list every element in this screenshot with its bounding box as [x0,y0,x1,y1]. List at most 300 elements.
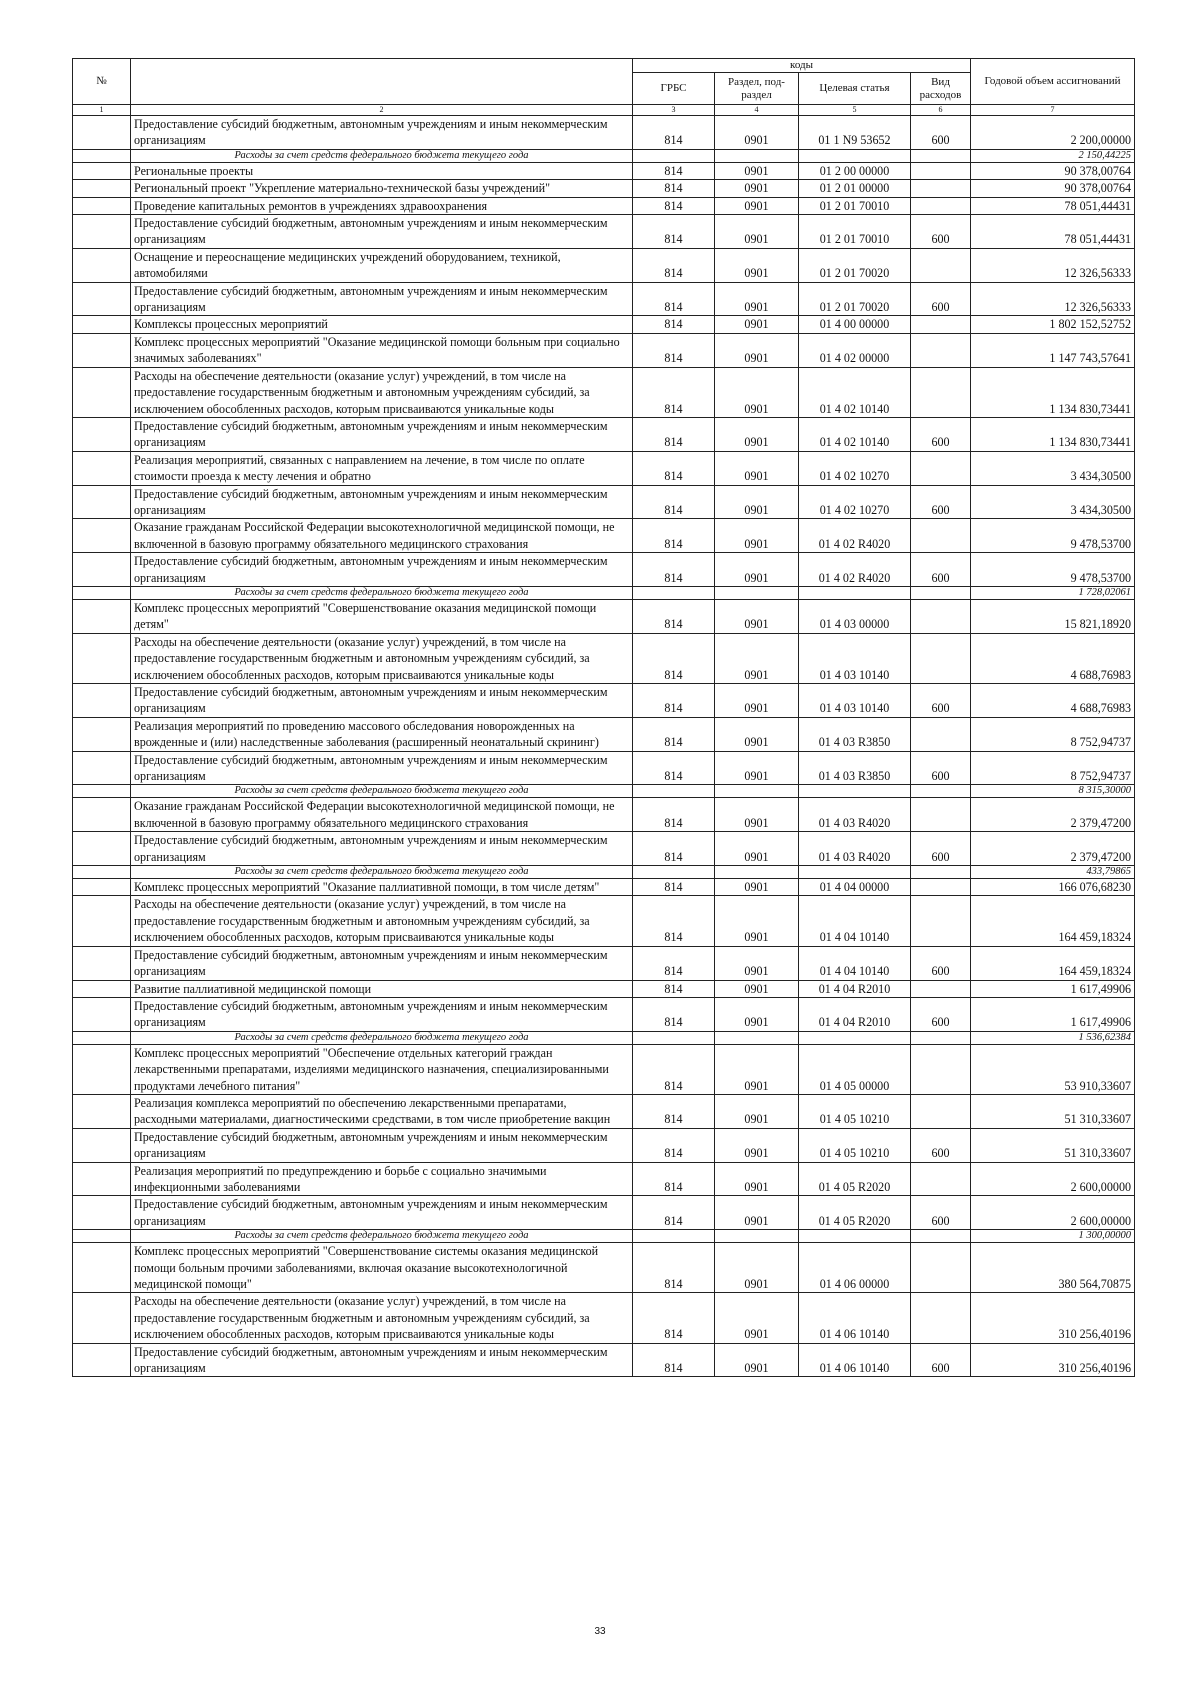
expense-type-cell [911,599,971,633]
item-name-cell: Комплекс процессных мероприятий "Оказание паллиативной помощи, в том числе детям" [131,879,633,896]
table-row [73,717,1135,751]
grbs-cell: 814 [633,980,715,997]
table-row [73,553,1135,587]
item-name-cell: Комплекс процессных мероприятий "Обеспечение отдельных категорий граждан лекарственными препаратами, изделиями медицинского назначения, специализированными продуктами лечебного питания" [131,1044,633,1094]
grbs-cell: 814 [633,282,715,316]
table-row [73,215,1135,249]
grbs-cell: 814 [633,1343,715,1377]
grbs-cell [633,1230,715,1243]
razdel-cell: 0901 [715,367,799,417]
federal-budget-row [73,785,1135,798]
table-row [73,162,1135,179]
num-cell [73,717,131,751]
table-row [73,197,1135,214]
annual-amount-cell: 1 134 830,73441 [971,367,1135,417]
num-cell [73,248,131,282]
target-article-cell: 01 4 04 00000 [799,879,911,896]
annual-amount-cell: 166 076,68230 [971,879,1135,896]
annual-amount-cell: 2 379,47200 [971,798,1135,832]
item-name-cell: Предоставление субсидий бюджетным, автономным учреждениям и иным некоммерческим организациям [131,997,633,1031]
num-cell [73,1230,131,1243]
annual-amount-cell: 51 310,33607 [971,1094,1135,1128]
item-name-cell: Расходы за счет средств федерального бюджета текущего года [131,149,633,162]
target-article-cell: 01 4 05 R2020 [799,1196,911,1230]
razdel-cell: 0901 [715,1162,799,1196]
target-article-cell: 01 2 01 70020 [799,248,911,282]
grbs-cell: 814 [633,879,715,896]
num-cell [73,1343,131,1377]
item-name-cell: Расходы за счет средств федерального бюджета текущего года [131,1031,633,1044]
annual-amount-cell: 2 600,00000 [971,1196,1135,1230]
grbs-cell: 814 [633,180,715,197]
table-row [73,633,1135,683]
item-name-cell: Комплексы процессных мероприятий [131,316,633,333]
target-article-cell: 01 4 04 10140 [799,946,911,980]
table-row [73,1094,1135,1128]
razdel-cell: 0901 [715,1293,799,1343]
annual-amount-cell: 78 051,44431 [971,197,1135,214]
num-cell [73,997,131,1031]
target-article-cell: 01 4 04 R2010 [799,997,911,1031]
target-article-cell: 01 2 01 70010 [799,197,911,214]
target-article-cell: 01 4 02 10140 [799,367,911,417]
razdel-cell: 0901 [715,997,799,1031]
table-row [73,879,1135,896]
annual-amount-cell: 8 752,94737 [971,717,1135,751]
item-name-cell: Предоставление субсидий бюджетным, автономным учреждениям и иным некоммерческим организациям [131,946,633,980]
table-row [73,1044,1135,1094]
grbs-cell: 814 [633,333,715,367]
table-row [73,367,1135,417]
annual-amount-cell: 9 478,53700 [971,553,1135,587]
razdel-cell [715,1031,799,1044]
item-name-cell: Предоставление субсидий бюджетным, автономным учреждениям и иным некоммерческим организациям [131,282,633,316]
razdel-cell: 0901 [715,1128,799,1162]
razdel-cell: 0901 [715,180,799,197]
num-cell [73,798,131,832]
expense-type-cell [911,1094,971,1128]
table-row [73,896,1135,946]
expense-type-cell: 600 [911,116,971,150]
expense-type-cell: 600 [911,946,971,980]
item-name-cell: Предоставление субсидий бюджетным, автономным учреждениям и иным некоммерческим организациям [131,1128,633,1162]
table-row [73,599,1135,633]
razdel-cell [715,1230,799,1243]
num-cell [73,451,131,485]
razdel-cell: 0901 [715,1094,799,1128]
grbs-cell: 814 [633,1128,715,1162]
annual-amount-cell: 12 326,56333 [971,282,1135,316]
annual-amount-cell: 12 326,56333 [971,248,1135,282]
num-cell [73,333,131,367]
item-name-cell: Комплекс процессных мероприятий "Совершенствование системы оказания медицинской помощи больным прочими заболеваниями, включая оказание высокотехнологичной медицинской помощи" [131,1243,633,1293]
razdel-cell: 0901 [715,215,799,249]
num-cell [73,879,131,896]
razdel-cell: 0901 [715,684,799,718]
federal-budget-row [73,866,1135,879]
item-name-cell: Расходы за счет средств федерального бюджета текущего года [131,866,633,879]
table-row [73,832,1135,866]
annual-amount-cell: 1 134 830,73441 [971,417,1135,451]
header-name [131,59,633,105]
num-cell [73,1162,131,1196]
target-article-cell: 01 4 02 R4020 [799,553,911,587]
item-name-cell: Предоставление субсидий бюджетным, автономным учреждениям и иным некоммерческим организациям [131,215,633,249]
target-article-cell: 01 4 03 R4020 [799,832,911,866]
header-tsel: Целевая статья [799,73,911,105]
target-article-cell [799,586,911,599]
target-article-cell: 01 4 00 00000 [799,316,911,333]
target-article-cell: 01 4 05 10210 [799,1094,911,1128]
razdel-cell: 0901 [715,798,799,832]
grbs-cell: 814 [633,451,715,485]
item-name-cell: Предоставление субсидий бюджетным, автономным учреждениям и иным некоммерческим организациям [131,1196,633,1230]
header-codes: коды [633,59,971,73]
annual-amount-cell: 90 378,00764 [971,162,1135,179]
annual-amount-cell: 164 459,18324 [971,896,1135,946]
table-row [73,997,1135,1031]
num-cell [73,417,131,451]
expense-type-cell [911,197,971,214]
header-grbs: ГРБС [633,73,715,105]
item-name-cell: Проведение капитальных ремонтов в учреждениях здравоохранения [131,197,633,214]
num-cell [73,1128,131,1162]
grbs-cell: 814 [633,997,715,1031]
annual-amount-cell: 4 688,76983 [971,633,1135,683]
annual-amount-cell: 9 478,53700 [971,519,1135,553]
expense-type-cell: 600 [911,1196,971,1230]
razdel-cell: 0901 [715,1343,799,1377]
target-article-cell: 01 4 02 R4020 [799,519,911,553]
item-name-cell: Предоставление субсидий бюджетным, автономным учреждениям и иным некоммерческим организациям [131,751,633,785]
col-number: 5 [799,105,911,116]
num-cell [73,180,131,197]
expense-type-cell [911,248,971,282]
num-cell [73,1094,131,1128]
num-cell [73,586,131,599]
expense-type-cell [911,980,971,997]
num-cell [73,866,131,879]
table-row [73,751,1135,785]
expense-type-cell [911,586,971,599]
expense-type-cell [911,896,971,946]
grbs-cell: 814 [633,1094,715,1128]
num-cell [73,149,131,162]
grbs-cell: 814 [633,1196,715,1230]
target-article-cell: 01 4 05 00000 [799,1044,911,1094]
target-article-cell: 01 4 06 00000 [799,1243,911,1293]
col-number: 7 [971,105,1135,116]
federal-budget-row [73,1031,1135,1044]
num-cell [73,197,131,214]
col-number: 4 [715,105,799,116]
header-num: № [73,59,131,105]
razdel-cell: 0901 [715,896,799,946]
num-cell [73,116,131,150]
expense-type-cell: 600 [911,1128,971,1162]
table-row [73,1196,1135,1230]
target-article-cell: 01 4 05 10210 [799,1128,911,1162]
num-cell [73,1031,131,1044]
expense-type-cell: 600 [911,832,971,866]
expense-type-cell [911,1230,971,1243]
item-name-cell: Комплекс процессных мероприятий "Совершенствование оказания медицинской помощи детям" [131,599,633,633]
grbs-cell: 814 [633,946,715,980]
grbs-cell: 814 [633,553,715,587]
expense-type-cell: 600 [911,553,971,587]
annual-amount-cell: 433,79865 [971,866,1135,879]
expense-type-cell [911,1243,971,1293]
item-name-cell: Предоставление субсидий бюджетным, автономным учреждениям и иным некоммерческим организациям [131,485,633,519]
item-name-cell: Расходы на обеспечение деятельности (оказание услуг) учреждений, в том числе на предоставление государственным бюджетным и автономным учреждениям субсидий, за исключением обособленных расходов, которым присваиваются уникальные коды [131,633,633,683]
annual-amount-cell: 3 434,30500 [971,451,1135,485]
grbs-cell: 814 [633,1162,715,1196]
expense-type-cell: 600 [911,215,971,249]
expense-type-cell [911,1162,971,1196]
item-name-cell: Предоставление субсидий бюджетным, автономным учреждениям и иным некоммерческим организациям [131,1343,633,1377]
target-article-cell: 01 4 06 10140 [799,1343,911,1377]
item-name-cell: Предоставление субсидий бюджетным, автономным учреждениям и иным некоммерческим организациям [131,553,633,587]
razdel-cell: 0901 [715,451,799,485]
annual-amount-cell: 310 256,40196 [971,1293,1135,1343]
table-body [73,116,1135,1377]
item-name-cell: Расходы за счет средств федерального бюджета текущего года [131,785,633,798]
annual-amount-cell: 3 434,30500 [971,485,1135,519]
table-row [73,282,1135,316]
col-number: 6 [911,105,971,116]
annual-amount-cell: 2 600,00000 [971,1162,1135,1196]
expense-type-cell: 600 [911,684,971,718]
target-article-cell: 01 4 04 R2010 [799,980,911,997]
item-name-cell: Региональный проект "Укрепление материально-технической базы учреждений" [131,180,633,197]
annual-amount-cell: 310 256,40196 [971,1343,1135,1377]
grbs-cell: 814 [633,832,715,866]
target-article-cell: 01 4 03 10140 [799,684,911,718]
grbs-cell: 814 [633,684,715,718]
target-article-cell: 01 4 05 R2020 [799,1162,911,1196]
expense-type-cell [911,367,971,417]
table-header [73,59,1135,116]
expense-type-cell [911,316,971,333]
razdel-cell: 0901 [715,717,799,751]
budget-table [72,58,1135,1377]
item-name-cell: Реализация комплекса мероприятий по обеспечению лекарственными препаратами, расходными материалами, диагностическими средствами, в том числе приобретение вакцин [131,1094,633,1128]
target-article-cell: 01 4 06 10140 [799,1293,911,1343]
item-name-cell: Развитие паллиативной медицинской помощи [131,980,633,997]
annual-amount-cell: 164 459,18324 [971,946,1135,980]
grbs-cell: 814 [633,751,715,785]
header-vid: Вид расходов [911,73,971,105]
expense-type-cell [911,1044,971,1094]
item-name-cell: Реализация мероприятий, связанных с направлением на лечение, в том числе по оплате стоимости проезда к месту лечения и обратно [131,451,633,485]
num-cell [73,519,131,553]
razdel-cell: 0901 [715,316,799,333]
target-article-cell: 01 4 02 10270 [799,485,911,519]
num-cell [73,832,131,866]
target-article-cell: 01 4 03 R3850 [799,717,911,751]
num-cell [73,1243,131,1293]
grbs-cell: 814 [633,215,715,249]
razdel-cell: 0901 [715,1044,799,1094]
table-row [73,684,1135,718]
num-cell [73,1293,131,1343]
target-article-cell [799,785,911,798]
num-cell [73,553,131,587]
grbs-cell: 814 [633,599,715,633]
table-row [73,1128,1135,1162]
num-cell [73,1044,131,1094]
razdel-cell: 0901 [715,519,799,553]
grbs-cell: 814 [633,197,715,214]
annual-amount-cell: 1 300,00000 [971,1230,1135,1243]
expense-type-cell: 600 [911,1343,971,1377]
razdel-cell: 0901 [715,751,799,785]
num-cell [73,485,131,519]
razdel-cell: 0901 [715,599,799,633]
grbs-cell: 814 [633,417,715,451]
annual-amount-cell: 2 379,47200 [971,832,1135,866]
razdel-cell: 0901 [715,832,799,866]
grbs-cell [633,586,715,599]
num-cell [73,633,131,683]
razdel-cell [715,149,799,162]
budget-table-sheet [72,58,1134,1377]
table-row [73,1162,1135,1196]
annual-amount-cell: 8 752,94737 [971,751,1135,785]
grbs-cell: 814 [633,1243,715,1293]
annual-amount-cell: 2 200,00000 [971,116,1135,150]
annual-amount-cell: 1 147 743,57641 [971,333,1135,367]
item-name-cell: Оказание гражданам Российской Федерации высокотехнологичной медицинской помощи, не включенной в базовую программу обязательного медицинского страхования [131,519,633,553]
item-name-cell: Расходы на обеспечение деятельности (оказание услуг) учреждений, в том числе на предоставление государственным бюджетным и автономным учреждениям субсидий, за исключением обособленных расходов, которым присваиваются уникальные коды [131,1293,633,1343]
item-name-cell: Реализация мероприятий по предупреждению и борьбе с социально значимыми инфекционными заболеваниями [131,1162,633,1196]
table-row [73,1343,1135,1377]
item-name-cell: Оказание гражданам Российской Федерации высокотехнологичной медицинской помощи, не включенной в базовую программу обязательного медицинского страхования [131,798,633,832]
table-row [73,519,1135,553]
table-row [73,417,1135,451]
expense-type-cell [911,519,971,553]
item-name-cell: Предоставление субсидий бюджетным, автономным учреждениям и иным некоммерческим организациям [131,417,633,451]
target-article-cell: 01 4 03 R3850 [799,751,911,785]
annual-amount-cell: 1 536,62384 [971,1031,1135,1044]
col-number: 2 [131,105,633,116]
grbs-cell [633,866,715,879]
expense-type-cell [911,879,971,896]
expense-type-cell: 600 [911,485,971,519]
expense-type-cell [911,1293,971,1343]
annual-amount-cell: 78 051,44431 [971,215,1135,249]
razdel-cell: 0901 [715,282,799,316]
num-cell [73,896,131,946]
target-article-cell: 01 2 01 70020 [799,282,911,316]
item-name-cell: Расходы на обеспечение деятельности (оказание услуг) учреждений, в том числе на предоставление государственным бюджетным и автономным учреждениям субсидий, за исключением обособленных расходов, которым присваиваются уникальные коды [131,896,633,946]
grbs-cell [633,149,715,162]
grbs-cell: 814 [633,633,715,683]
col-number: 3 [633,105,715,116]
annual-amount-cell: 8 315,30000 [971,785,1135,798]
num-cell [73,282,131,316]
expense-type-cell: 600 [911,751,971,785]
num-cell [73,946,131,980]
item-name-cell: Предоставление субсидий бюджетным, автономным учреждениям и иным некоммерческим организациям [131,684,633,718]
razdel-cell: 0901 [715,553,799,587]
expense-type-cell [911,717,971,751]
razdel-cell: 0901 [715,248,799,282]
razdel-cell [715,866,799,879]
expense-type-cell [911,162,971,179]
expense-type-cell: 600 [911,417,971,451]
table-row [73,946,1135,980]
item-name-cell: Расходы за счет средств федерального бюджета текущего года [131,586,633,599]
federal-budget-row [73,149,1135,162]
grbs-cell: 814 [633,798,715,832]
grbs-cell: 814 [633,248,715,282]
page-number: 33 [594,1626,606,1637]
razdel-cell: 0901 [715,162,799,179]
target-article-cell [799,1230,911,1243]
item-name-cell: Расходы за счет средств федерального бюджета текущего года [131,1230,633,1243]
num-cell [73,162,131,179]
item-name-cell: Реализация мероприятий по проведению массового обследования новорожденных на врожденные и (или) наследственные заболевания (расширенный неонатальный скрининг) [131,717,633,751]
razdel-cell [715,785,799,798]
annual-amount-cell: 51 310,33607 [971,1128,1135,1162]
razdel-cell: 0901 [715,633,799,683]
num-cell [73,684,131,718]
table-row [73,485,1135,519]
annual-amount-cell: 90 378,00764 [971,180,1135,197]
grbs-cell: 814 [633,896,715,946]
annual-amount-cell: 4 688,76983 [971,684,1135,718]
grbs-cell: 814 [633,519,715,553]
target-article-cell: 01 4 04 10140 [799,896,911,946]
table-row [73,180,1135,197]
expense-type-cell [911,333,971,367]
target-article-cell: 01 4 03 R4020 [799,798,911,832]
target-article-cell: 01 4 02 10140 [799,417,911,451]
expense-type-cell: 600 [911,282,971,316]
target-article-cell: 01 4 02 00000 [799,333,911,367]
target-article-cell: 01 2 01 70010 [799,215,911,249]
num-cell [73,980,131,997]
target-article-cell [799,149,911,162]
grbs-cell: 814 [633,367,715,417]
expense-type-cell [911,1031,971,1044]
razdel-cell: 0901 [715,116,799,150]
header-annual: Годовой объем ассигнований [971,59,1135,105]
table-row [73,1243,1135,1293]
table-row [73,248,1135,282]
expense-type-cell [911,149,971,162]
razdel-cell: 0901 [715,1243,799,1293]
target-article-cell: 01 4 03 10140 [799,633,911,683]
num-cell [73,367,131,417]
annual-amount-cell: 1 617,49906 [971,980,1135,997]
col-number: 1 [73,105,131,116]
grbs-cell: 814 [633,485,715,519]
annual-amount-cell: 2 150,44225 [971,149,1135,162]
annual-amount-cell: 53 910,33607 [971,1044,1135,1094]
target-article-cell: 01 2 01 00000 [799,180,911,197]
expense-type-cell: 600 [911,997,971,1031]
razdel-cell: 0901 [715,946,799,980]
expense-type-cell [911,633,971,683]
target-article-cell: 01 4 02 10270 [799,451,911,485]
grbs-cell: 814 [633,1293,715,1343]
table-row [73,316,1135,333]
num-cell [73,215,131,249]
target-article-cell: 01 2 00 00000 [799,162,911,179]
grbs-cell: 814 [633,1044,715,1094]
